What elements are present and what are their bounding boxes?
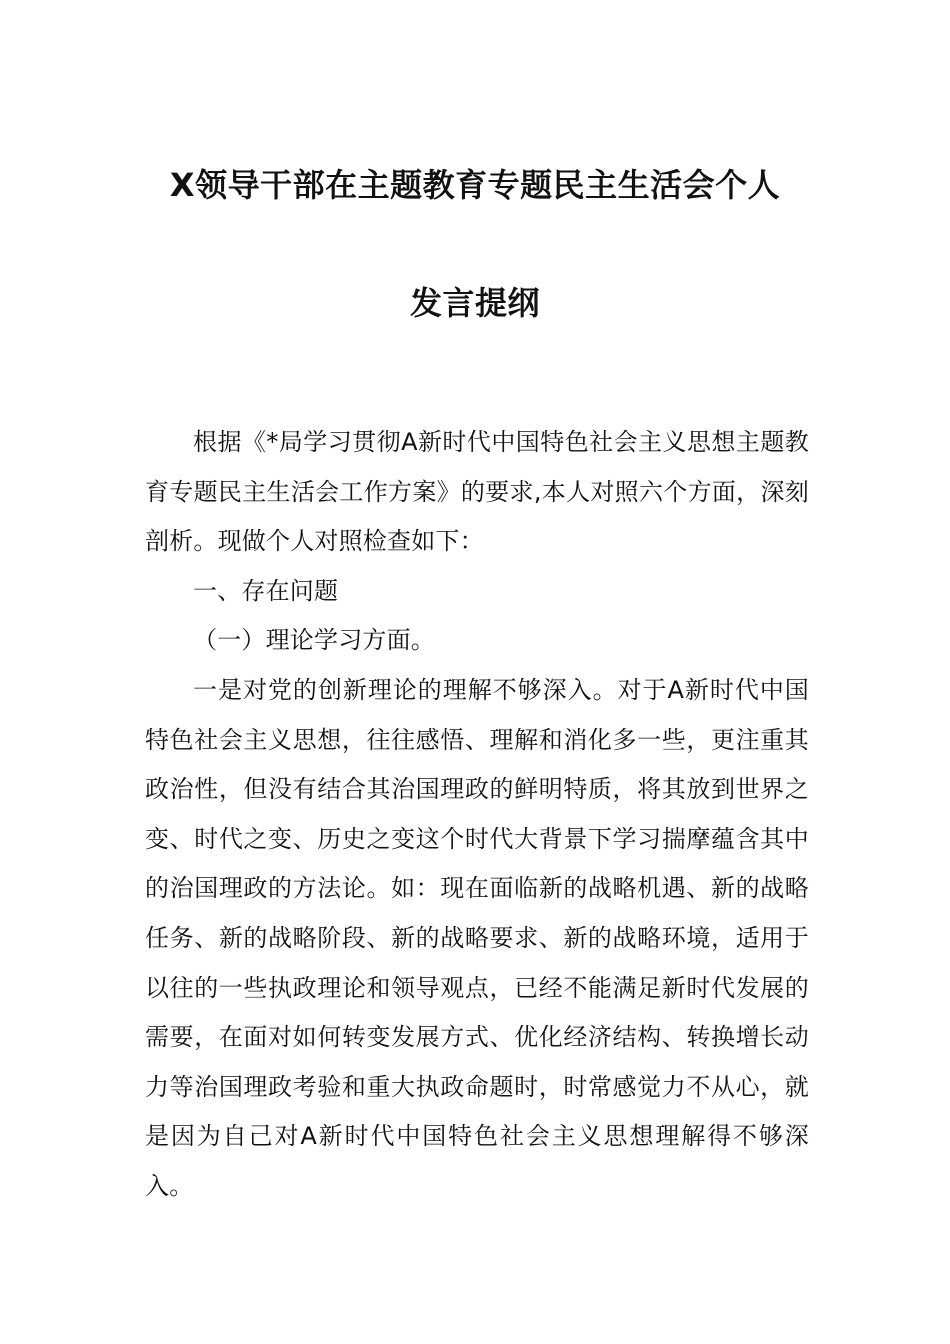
body-paragraph: 一是对党的创新理论的理解不够深入。对于A新时代中国特色社会主义思想，往往感悟、理解和消化多一些，更注重其政治性，但没有结合其治国理政的鲜明特质，将其放到世界之变、时代之变、历史之变这个时代大背景下学习揣摩蕴含其中的治国理政的方法论。如：现在面临新的战略机遇、新的战略任务、新的战略阶段、新的战略要求、新的战略环境，适用于以往的一些执政理论和领导观点，已经不能满足新时代发展的需要，在面对如何转变发展方式、优化经济结构、转换增长动力等治国理政考验和重大执政命题时，时常感觉力不从心，就是因为自己对A新时代中国特色社会主义思想理解得不够深入。	[145, 675, 809, 1200]
document-body	[145, 418, 809, 1212]
document-title-line-1: X领导干部在主题教育专题民主生活会个人	[169, 166, 781, 204]
intro-paragraph: 根据《*局学习贯彻A新时代中国特色社会主义思想主题教育专题民主生活会工作方案》的要求,本人对照六个方面，深刻剖析。现做个人对照检查如下：	[145, 428, 809, 556]
document-title-line-2: 发言提纲	[409, 284, 540, 322]
section-heading: 一、存在问题	[193, 576, 339, 605]
subsection-heading: （一）理论学习方面。	[193, 626, 435, 655]
